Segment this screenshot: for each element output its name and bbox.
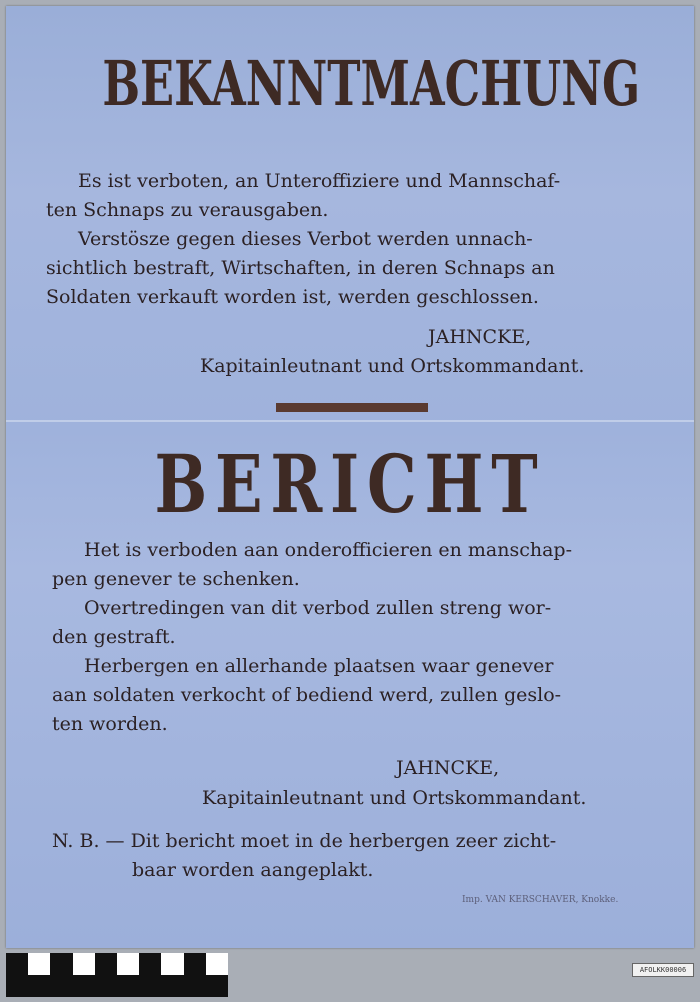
color-scale-bar xyxy=(6,953,228,997)
dutch-line-3: Overtredingen van dit verbod zullen streng wor- xyxy=(84,597,552,619)
paper-fold xyxy=(6,420,694,422)
dutch-signature-title: Kapitainleutnant und Ortskommandant. xyxy=(202,787,587,809)
printer-imprint: Imp. VAN KERSCHAVER, Knokke. xyxy=(462,895,619,905)
section-divider xyxy=(276,403,428,412)
dutch-line-1: Het is verboden aan onderofficieren en manschap- xyxy=(84,539,573,561)
dutch-line-7: ten worden. xyxy=(52,713,168,735)
archive-id-label: AFOLKK00006 xyxy=(632,963,694,977)
german-line-4: sichtlich bestraft, Wirtschaften, in deren Schnaps an xyxy=(46,257,555,279)
dutch-title: BERICHT xyxy=(154,437,546,531)
dutch-line-6: aan soldaten verkocht of bediend werd, zullen geslo- xyxy=(52,684,562,706)
dutch-line-2: pen genever te schenken. xyxy=(52,568,300,590)
german-line-2: ten Schnaps zu verausgaben. xyxy=(46,199,329,221)
poster-sheet xyxy=(6,6,694,948)
dutch-line-5: Herbergen en allerhande plaatsen waar genever xyxy=(84,655,554,677)
german-signature-name: JAHNCKE, xyxy=(428,326,532,348)
dutch-note-line-1: N. B. — Dit bericht moet in de herbergen zeer zicht- xyxy=(52,830,557,852)
dutch-line-4: den gestraft. xyxy=(52,626,176,648)
german-line-5: Soldaten verkauft worden ist, werden geschlossen. xyxy=(46,286,539,308)
german-line-1: Es ist verboten, an Unteroffiziere und Mannschaf- xyxy=(78,170,561,192)
dutch-note-line-2: baar worden aangeplakt. xyxy=(132,859,374,881)
german-line-3: Verstösze gegen dieses Verbot werden unnach- xyxy=(78,228,533,250)
dutch-signature-name: JAHNCKE, xyxy=(396,757,500,779)
german-signature-title: Kapitainleutnant und Ortskommandant. xyxy=(200,355,585,377)
german-title: BEKANNTMACHUNG xyxy=(102,47,641,120)
